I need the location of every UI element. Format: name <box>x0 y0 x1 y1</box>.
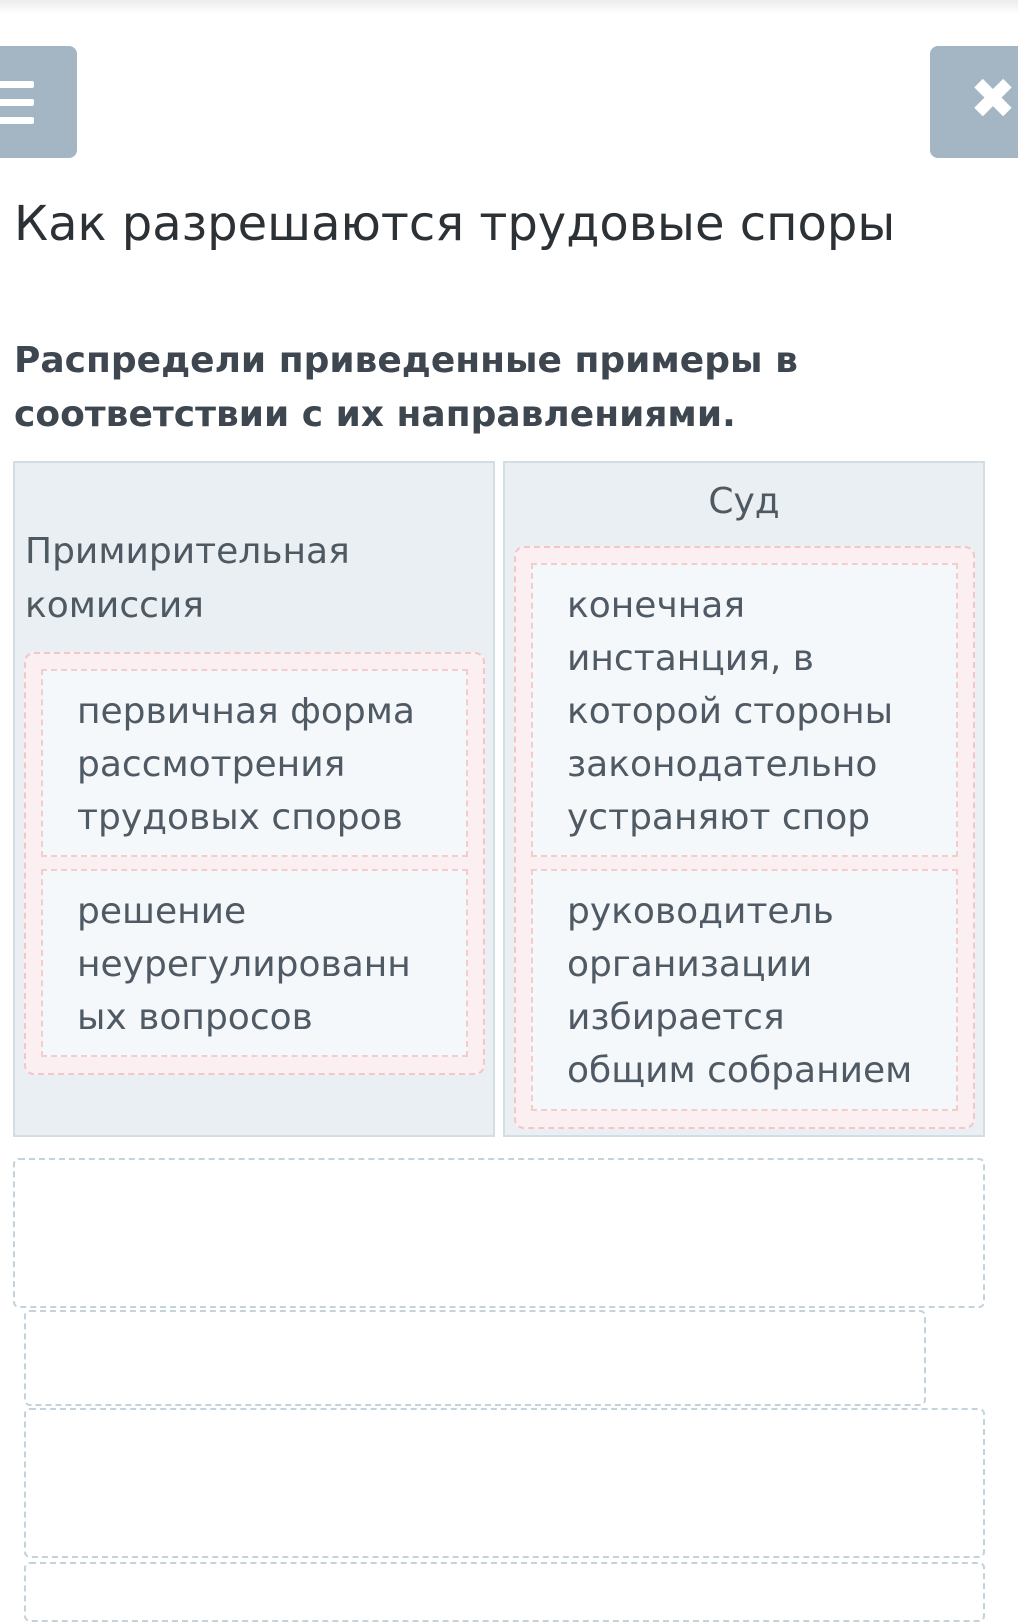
card-text-line: избирается <box>567 997 785 1038</box>
card-text-line: неурегулированн <box>77 944 411 985</box>
drop-zone[interactable] <box>24 652 485 1075</box>
card-text-line: устраняют спор <box>567 797 871 838</box>
card-text-line: организации <box>567 944 813 985</box>
card-text-line: инстанция, в <box>567 638 814 679</box>
draggable-card[interactable] <box>531 563 958 857</box>
close-x-icon: ✖ <box>969 67 1017 132</box>
card-text-line: конечная <box>567 585 745 626</box>
page-title: Как разрешаются трудовые споры <box>14 196 896 252</box>
column-label: Суд <box>708 481 780 522</box>
card-text-line: первичная форма <box>77 691 415 732</box>
column-label: Примирительная комиссия <box>25 531 350 626</box>
empty-answer-slot[interactable] <box>24 1562 985 1622</box>
card-text-line: руководитель <box>567 891 834 932</box>
close-button[interactable] <box>930 46 1018 158</box>
category-column-conciliation-commission <box>13 461 495 1137</box>
empty-answer-slot[interactable] <box>13 1158 985 1308</box>
card-text-line: трудовых споров <box>77 797 403 838</box>
card-text-line: законодательно <box>567 744 878 785</box>
empty-answer-slot[interactable] <box>24 1310 926 1406</box>
card-text-line: ых вопросов <box>77 997 313 1038</box>
draggable-card[interactable] <box>41 869 468 1057</box>
card-text-line: общим собранием <box>567 1050 913 1091</box>
top-bar <box>0 0 1018 14</box>
menu-button[interactable] <box>0 46 77 158</box>
card-text-line: рассмотрения <box>77 744 346 785</box>
drop-zone[interactable] <box>514 546 975 1129</box>
draggable-card[interactable] <box>531 869 958 1111</box>
draggable-card[interactable] <box>41 669 468 857</box>
empty-answer-slot[interactable] <box>24 1408 985 1558</box>
category-column-court <box>503 461 985 1137</box>
task-instruction: Распредели приведенные примеры в соответствии с их направлениями. <box>14 340 798 435</box>
card-text-line: решение <box>77 891 247 932</box>
card-text-line: которой стороны <box>567 691 894 732</box>
